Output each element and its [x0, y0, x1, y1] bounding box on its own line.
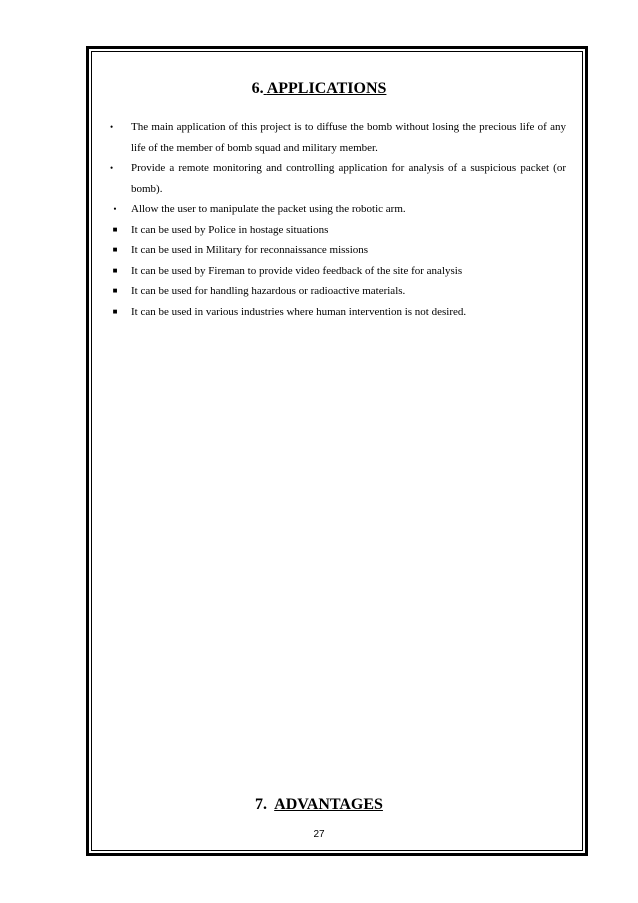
- list-item-text: Allow the user to manipulate the packet using the robotic arm.: [131, 203, 406, 215]
- bullet-square-icon: ■: [112, 286, 118, 295]
- section-title: ADVANTAGES: [274, 796, 383, 813]
- list-item: [106, 302, 566, 323]
- applications-list: [106, 117, 566, 322]
- bullet-dot-icon: •: [113, 204, 117, 214]
- list-item: [106, 220, 566, 241]
- section-number: 7.: [255, 796, 268, 813]
- list-item-text: Provide a remote monitoring and controlling application for analysis of a suspicious packet (or bomb).: [131, 162, 566, 195]
- list-item: [106, 261, 566, 282]
- list-item-text: It can be used for handling hazardous or radioactive materials.: [131, 285, 406, 297]
- list-item: [106, 281, 566, 302]
- bullet-dot-icon: •: [110, 122, 114, 132]
- section-heading-applications: [0, 79, 638, 99]
- section-title: [264, 80, 387, 97]
- list-item: [106, 158, 566, 199]
- list-item-text: It can be used in various industries where human intervention is not desired.: [131, 305, 467, 318]
- list-item-text: It can be used by Police in hostage situations: [131, 223, 329, 236]
- list-item: [106, 199, 566, 220]
- bullet-square-icon: ■: [112, 224, 118, 234]
- bullet-square-icon: ■: [112, 265, 118, 275]
- section-number: 6.: [251, 80, 264, 97]
- section-heading-advantages: [0, 795, 638, 815]
- bullet-dot-icon: •: [110, 163, 114, 173]
- list-item: [106, 240, 566, 261]
- list-item-text: It can be used in Military for reconnaissance missions: [131, 244, 369, 256]
- bullet-square-icon: ■: [112, 245, 118, 254]
- list-item-text: The main application of this project is to diffuse the bomb without losing the precious life of any life of the member of bomb squad and military member.: [131, 121, 566, 154]
- section-title-text: APPLICATIONS: [266, 80, 387, 97]
- page-number: 27: [313, 829, 325, 840]
- list-item-text: It can be used by Fireman to provide video feedback of the site for analysis: [131, 264, 463, 277]
- bullet-square-icon: ■: [112, 306, 118, 316]
- list-item: [106, 117, 566, 158]
